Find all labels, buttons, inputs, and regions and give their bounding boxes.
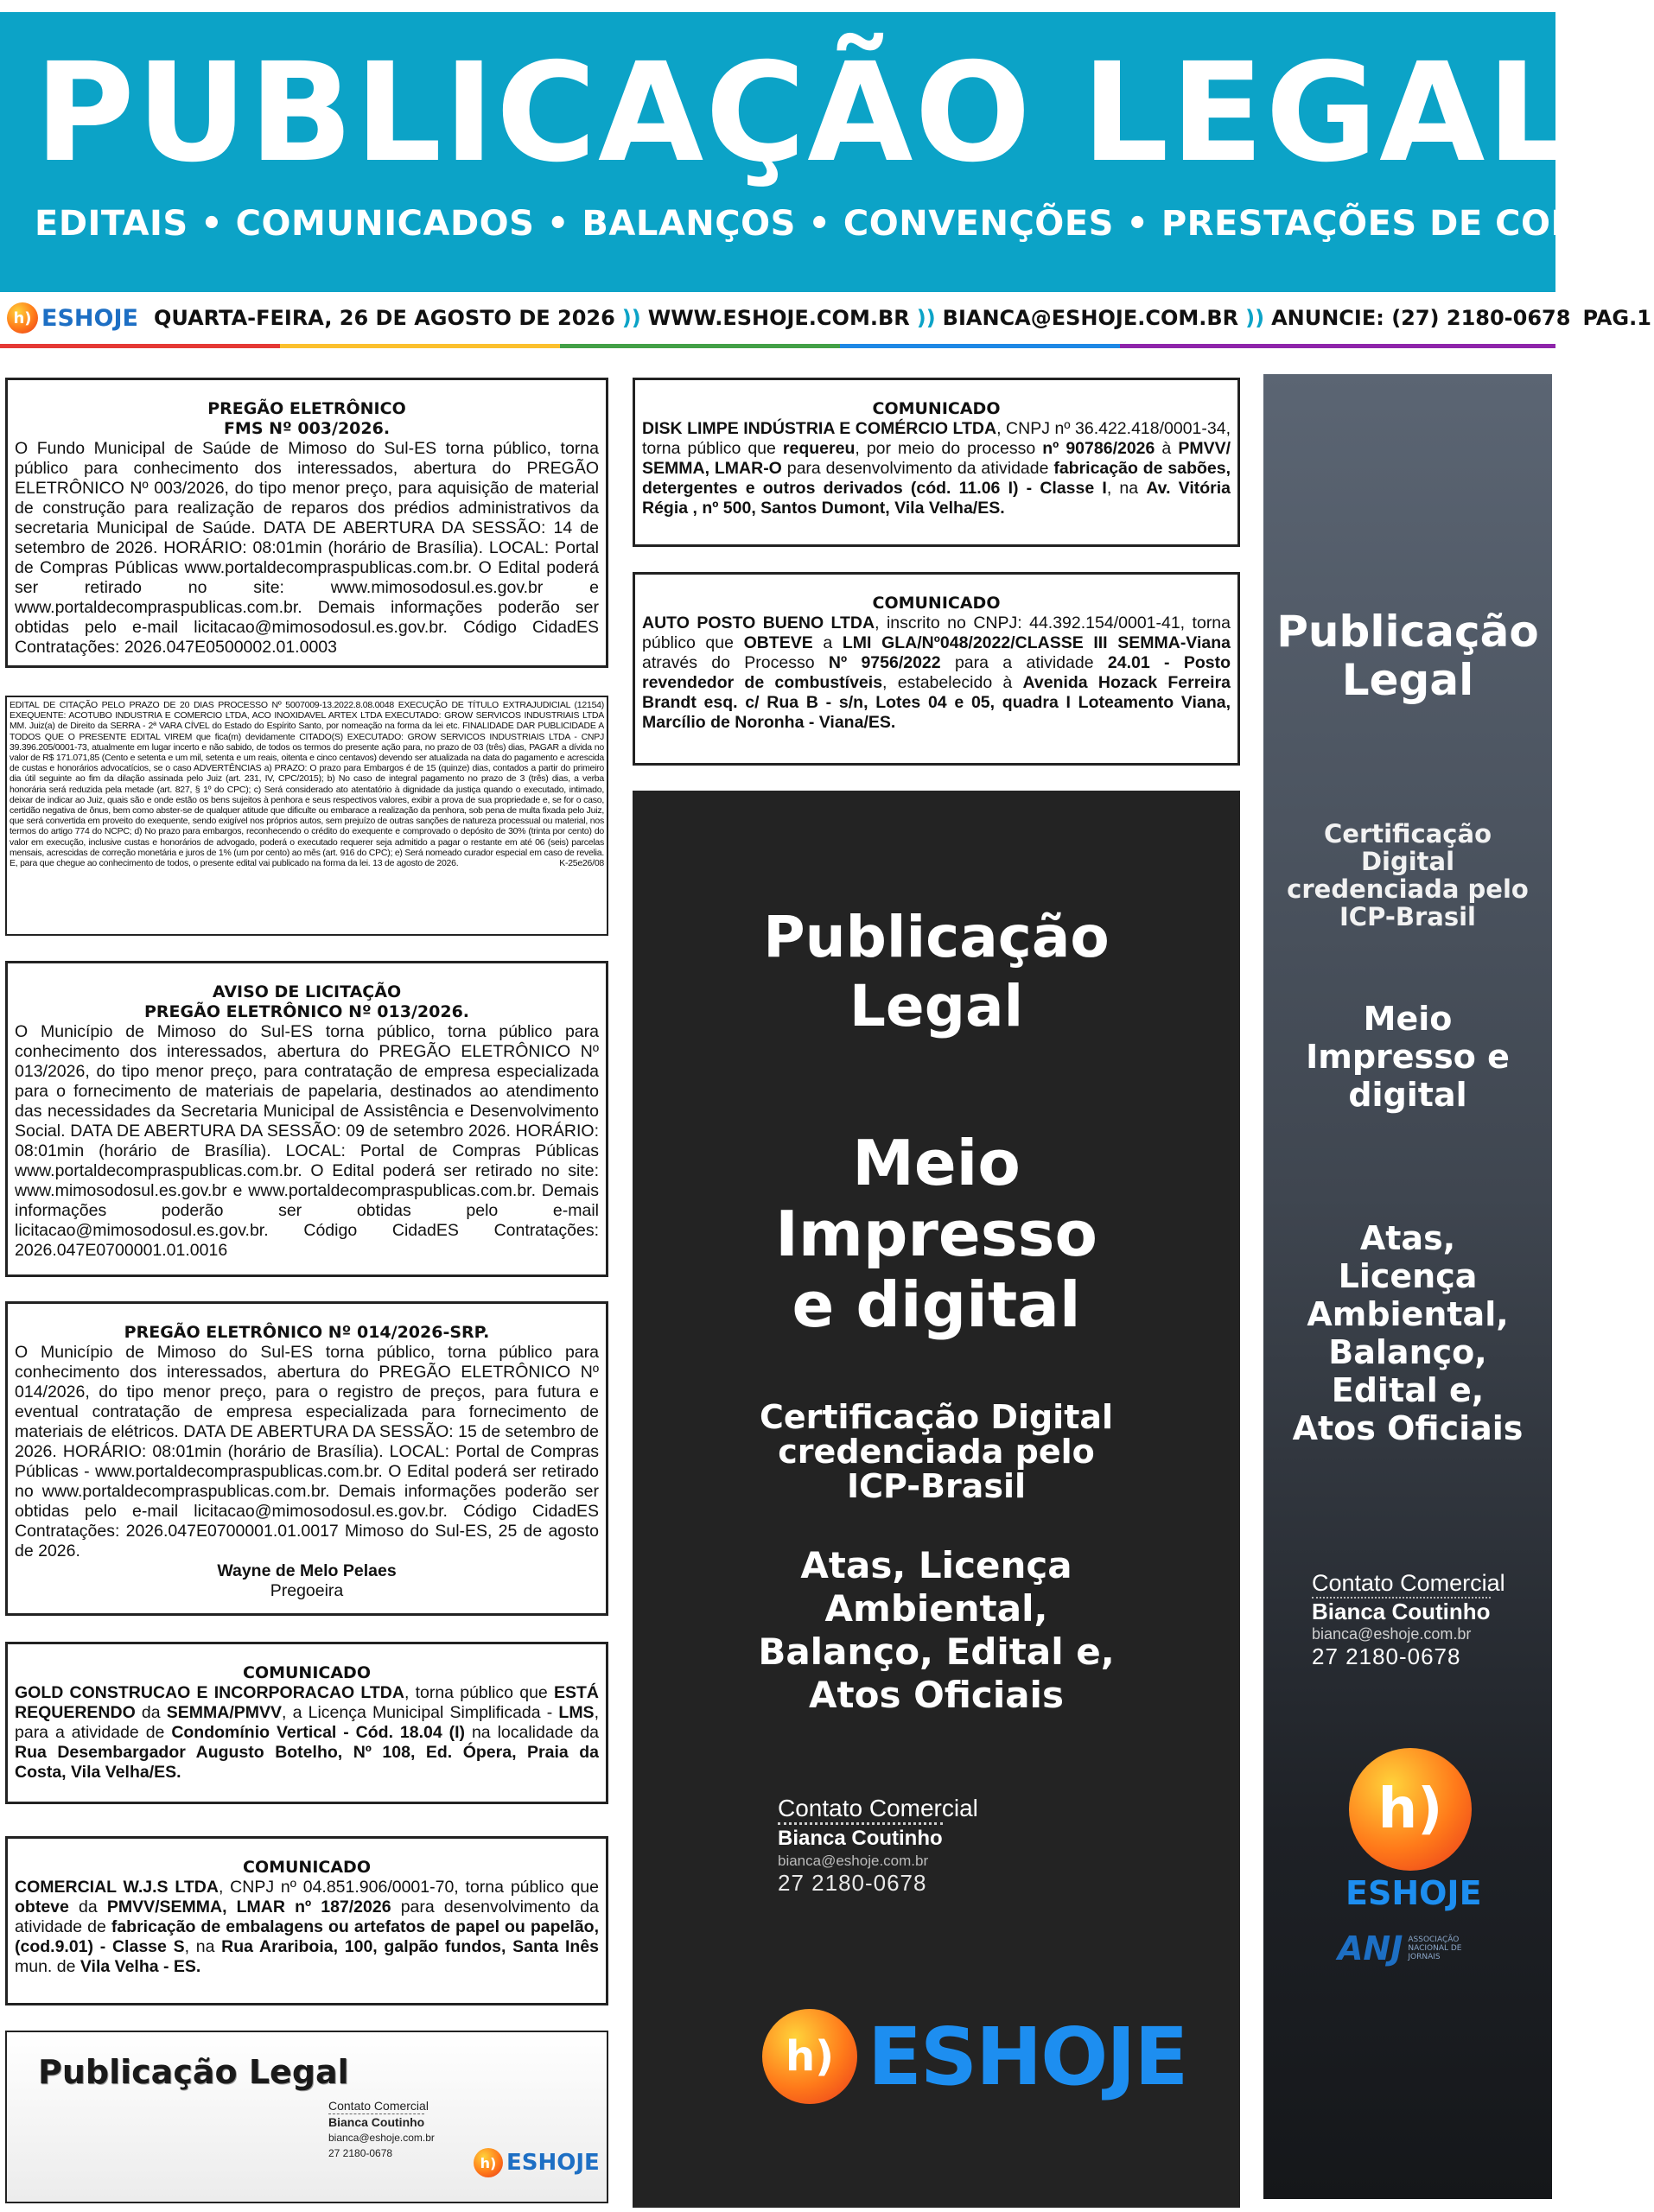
notice-body: EDITAL DE CITAÇÃO PELO PRAZO DE 20 DIAS PROCESSO Nº 5007009-13.2022.8.08.0048 EXECUÇÃO DE TÍTULO EXTRAJUDICIAL (12154) EXEQUENTE: ACOTUBO INDUSTRIA E COMERCIO LTDA, ACO INOXIDAVEL ARTEX LTDA EXECUTADO: GROW SERVICOS INDUSTRIAIS LTDA MM. Juiz(a) de Direito da SERRA - 2ª VARA CÍVEL do Estado do Espírito Santo, por nomeação na forma da lei etc. FINALIDADE DAR PUBLICIDADE A TODOS QUE O PRESENTE EDITAL VIREM que fica(m) devidamente CITADO(S) EXECUTADO: GROW SERVICOS INDUSTRIAIS LTDA - CNPJ 39.396.205/0001-73, atualmente em lugar incerto e não sabido, de todos os termos do presente ação para, no prazo de 03 (três) dias, PAGAR a dívida no valor de R$ 171.071,85 (Cento e setenta e um mil, setenta e um reais, oitenta e cinco centavos) devendo ser atualizada na data do pagamento e acrescida de custas e honorários advocatícios, se o caso ADVERTÊNCIAS a) PRAZO: O prazo para Embargos é de 15 (quinze) dias, contados a partir do primeiro dia útil seguinte ao fim da dilação assinada pelo Juiz (art. 231, IV, CPC/2015); b) No caso de integral pagamento no prazo de 3 (três) dias, a verba honorária será reduzida pela metade (art. 827, § 1º do CPC); c) Será considerado ato atentatório à dignidade da justiça quando o executado, intimado, deixar de indicar ao Juiz, quais são e onde estão os bens sujeitos à penhora e seus respectivos valores, exibir a prova de sua propriedade e, se for o caso, certidão negativa de ônus, bem como abster-se de qualquer atitude que dificulte ou embarace a realização da penhora, sob pena de multa fixada pelo Juiz, que será convertida em proveito do exequente, sendo exigível nos próprios autos, sem prejuízo de outras sanções de natureza processual ou material, nos termos do artigo 774 do NCPC; d) No prazo para embargos, reconhecendo o crédito do exequente e comprovado o depósito de 30% (trinta por cento) do valor em execução, inclusive custas e honorários de advogado, poderá o executado requerer seja admitido a pagar o restante em até 06 (seis) parcelas mensais, acrescidas de correção monetária e juros de 1% (um por cento) ao mês (art. 916 do CPC); e) Será nomeado curador especial em caso de revelia. E, para que chegue ao conhecimento de todos, o presente edital vai publicado na forma da lei. 13 de agosto de 2026. <box>10 700 604 869</box>
advertise-phone: ANUNCIE: (27) 2180-0678 <box>1271 306 1571 330</box>
contact-phone: 27 2180-0678 <box>1312 1643 1461 1669</box>
notice-edital-citacao <box>5 696 608 936</box>
notice-body: GOLD CONSTRUCAO E INCORPORACAO LTDA, torna público que ESTÁ REQUERENDO da SEMMA/PMVV, a Licença Municipal Simplificada - LMS, para a atividade de Condomínio Vertical - Cód. 18.04 (I) na localidade da Rua Desembargador Augusto Botelho, Nº 108, Ed. Ópera, Praia da Costa, Vila Velha/ES. <box>15 1683 600 1782</box>
contact-name: Bianca Coutinho <box>1312 1599 1491 1624</box>
dark-ad-publicacao-legal[interactable] <box>633 791 1240 2208</box>
notice-title: COMUNICADO <box>872 399 1001 418</box>
notice-title: AVISO DE LICITAÇÃO <box>212 982 402 1001</box>
notice-pregao-014 <box>5 1301 608 1616</box>
site-link[interactable]: WWW.ESHOJE.COM.BR <box>647 306 910 330</box>
page-number: PAG.1 <box>1582 306 1651 330</box>
notice-comunicado-auto-posto <box>633 572 1240 766</box>
eshoje-h-icon: h) <box>1349 1748 1472 1871</box>
separator-icon: )) <box>916 306 936 330</box>
edition-date: QUARTA-FEIRA, 26 DE AGOSTO DE 2026 <box>153 306 615 330</box>
anj-logo <box>1338 1929 1477 1967</box>
ad-contact <box>778 1795 978 1897</box>
ad-contact <box>1312 1570 1505 1670</box>
notice-body: O Município de Mimoso do Sul-ES torna público, torna público para conhecimento dos interessados, abertura do PREGÃO ELETRÔNICO Nº 013/2026, do tipo menor preço, para contratação de empresa especializada para o fornecimento de materiais de papelaria, destinados ao atendimento das necessidades da Secretaria Municipal de Assistência e Desenvolvimento Social. DATA DE ABERTURA DA SESSÃO: 09 de setembro 2026. HORÁRIO: 08:01min (horário de Brasília). LOCAL: Portal de Compras Públicas www.portaldecompraspublicas.com.br. O Edital poderá ser retirado no site: www.mimosodosul.es.gov.br e www.portaldecompraspublicas.com.br. Demais informações poderão ser obtidas pelo e-mail licitacao@mimosodosul.es.gov.br. Código CidadES Contratações: 2026.047E0700001.01.0016 <box>15 1022 599 1260</box>
eshoje-h-icon: h) <box>762 2009 857 2104</box>
notice-comunicado-disk-limpe <box>633 378 1240 547</box>
email-link[interactable]: BIANCA@ESHOJE.COM.BR <box>942 306 1239 330</box>
eshoje-h-icon: h) <box>474 2148 503 2177</box>
ad-services: Atas, Licença Ambiental, Balanço, Edital e, Atos Oficiais <box>758 1544 1115 1716</box>
contact-label: Contato Comercial <box>1312 1570 1505 1596</box>
anj-fullname: ASSOCIAÇÃO NACIONAL DE JORNAIS <box>1408 1936 1462 1961</box>
ad-medium: Meio Impresso e digital <box>775 1127 1097 1341</box>
eshoje-wordmark: ESHOJE <box>506 2150 600 2176</box>
notice-pregao-fms <box>5 378 608 668</box>
notice-body: DISK LIMPE INDÚSTRIA E COMÉRCIO LTDA, CNPJ nº 36.422.418/0001-34, torna público que requereu, por meio do processo nº 90786/2026 à PMVV/ SEMMA, LMAR-O para desenvolvimento da atividade fabricação de sabões, detergentes e outros derivados (cód. 11.06 I) - Classe I, na Av. Vitória Régia , nº 500, Santos Dumont, Vila Velha/ES. <box>642 419 1231 518</box>
notice-body: O Fundo Municipal de Saúde de Mimoso do Sul-ES torna público, torna público para conhecimento dos interessados, abertura do PREGÃO ELETRÔNICO Nº 003/2026, do tipo menor preço, para aquisição de material de construção para realização de reparos dos prédios administrativos da secretaria Municipal de Saúde. DATA DE ABERTURA DA SESSÃO: 14 de setembro de 2026. HORÁRIO: 08:01min (horário de Brasília). LOCAL: Portal de Compras Públicas www.portaldecompraspublicas.com.br. O Edital poderá ser retirado no site: www.mimosodosul.es.gov.br e www.portaldecompraspublicas.com.br. Demais informações poderão ser obtidas pelo e-mail licitacao@mimosodosul.es.gov.br. Código CidadES Contratações: 2026.047E0500002.01.0003 <box>15 439 599 657</box>
contact-name: Bianca Coutinho <box>778 1822 943 1851</box>
notice-code: K-25e26/08 <box>559 858 604 869</box>
notice-title: COMUNICADO <box>243 1858 371 1877</box>
eshoje-wordmark: ESHOJE <box>868 2010 1187 2103</box>
ad-medium: Meio Impresso e digital <box>1306 1000 1510 1114</box>
ad-certification: Certificação Digital credenciada pelo ICP-Brasil <box>1287 819 1529 931</box>
eshoje-wordmark: ESHOJE <box>1345 1874 1482 1912</box>
ad-headline: Publicação Legal <box>763 904 1110 1039</box>
notice-body: AUTO POSTO BUENO LTDA, inscrito no CNPJ: 44.392.154/0001-41, torna público que OBTEVE a LMI GLA/Nº048/2022/CLASSE III SEMMA-Viana através do Processo Nº 9756/2022 para a atividade 24.01 - Posto revendedor de combustíveis, estabelecido à Avenida Hozack Ferreira Brandt esq. c/ Rua B - s/n, Lotes 04 e 05, quadra I Loteamento Viana, Marcílio de Noronha - Viana/ES. <box>642 613 1231 732</box>
eshoje-logo[interactable] <box>7 302 138 334</box>
side-ad-publicacao-legal[interactable] <box>1263 374 1552 2199</box>
notice-body: O Município de Mimoso do Sul-ES torna público, torna público para conhecimento dos interessados, abertura do PREGÃO ELETRÔNICO Nº 014/2026, do tipo menor preço, para o registro de preços, para futura e eventual contratação de empresa especializada para fornecimento de materiais de elétricos. DATA DE ABERTURA DA SESSÃO: 15 de setembro de 2026. HORÁRIO: 08:01min (horário de Brasília). LOCAL: Portal de Compras Públicas - www.portaldecompraspublicas.com.br. O Edital poderá ser retirado no www.portaldecompraspublicas.com.br. Demais informações poderão ser obtidas pelo e-mail licitacao@mimosodosul.es.gov.br. Código CidadES Contratações: 2026.047E0700001.01.0017 Mimoso do Sul-ES, 25 de agosto de 2026. <box>15 1343 599 1560</box>
eshoje-logo <box>1345 1748 1482 1912</box>
eshoje-h-icon: h) <box>7 302 38 334</box>
signer-name: Wayne de Melo Pelaes <box>217 1561 397 1580</box>
notice-title: COMUNICADO <box>243 1663 371 1682</box>
notice-aviso-licitacao <box>5 961 608 1277</box>
masthead-subtitle: EDITAIS • COMUNICADOS • BALANÇOS • CONVENÇÕES • PRESTAÇÕES DE CONTAS <box>35 204 1654 244</box>
contact-email[interactable]: bianca@eshoje.com.br <box>1312 1625 1472 1643</box>
separator-icon: )) <box>621 306 641 330</box>
ad-headline: Publicação Legal <box>1276 607 1539 705</box>
masthead-title: PUBLICAÇÃO LEGAL <box>35 34 1576 193</box>
separator-icon: )) <box>1245 306 1265 330</box>
notice-body: COMERCIAL W.J.S LTDA, CNPJ nº 04.851.906/0001-70, torna público que obteve da PMVV/SEMMA, LMAR nº 187/2026 para desenvolvimento da atividade de fabricação de embalagens ou artefatos de papel ou papelão, (cod.9.01) - Classe S, na Rua Arariboia, 100, galpão fundos, Santa Inês mun. de Vila Velha - ES. <box>15 1878 599 1976</box>
notice-title: PREGÃO ELETRÔNICO Nº 014/2026-SRP. <box>124 1323 490 1342</box>
contact-label: Contato Comercial <box>778 1795 978 1821</box>
signer-role: Pregoeira <box>270 1581 344 1600</box>
contact-label: Contato Comercial <box>328 2099 429 2113</box>
notice-title: PREGÃO ELETRÔNICO <box>207 399 406 418</box>
contact-email[interactable]: bianca@eshoje.com.br <box>778 1853 929 1869</box>
color-rule <box>0 344 1555 348</box>
ad-certification: Certificação Digital credenciada pelo ICP-Brasil <box>759 1398 1114 1505</box>
contact-phone: 27 2180-0678 <box>328 2147 393 2159</box>
contact-phone: 27 2180-0678 <box>778 1870 927 1896</box>
ad-services: Atas, Licença Ambiental, Balanço, Edital e, Atos Oficiais <box>1292 1219 1524 1447</box>
eshoje-logo <box>762 2009 1186 2104</box>
anj-wordmark: ANJ <box>1338 1929 1403 1967</box>
eshoje-wordmark: ESHOJE <box>41 304 138 332</box>
notice-comunicado-wjs <box>5 1836 608 2005</box>
eshoje-logo <box>474 2148 600 2177</box>
ad-contact <box>328 2098 435 2161</box>
notice-comunicado-gold <box>5 1642 608 1804</box>
notice-subtitle: PREGÃO ELETRÔNICO Nº 013/2026. <box>143 1002 470 1021</box>
info-bar <box>0 292 1651 344</box>
contact-email: bianca@eshoje.com.br <box>328 2132 435 2144</box>
notice-subtitle: FMS Nº 003/2026. <box>223 419 391 438</box>
contact-name: Bianca Coutinho <box>328 2115 425 2129</box>
ad-title: Publicação Legal <box>38 2053 349 2091</box>
notice-title: COMUNICADO <box>872 594 1001 613</box>
masthead-banner <box>0 12 1654 292</box>
small-ad-publicacao-legal[interactable] <box>5 2031 608 2203</box>
